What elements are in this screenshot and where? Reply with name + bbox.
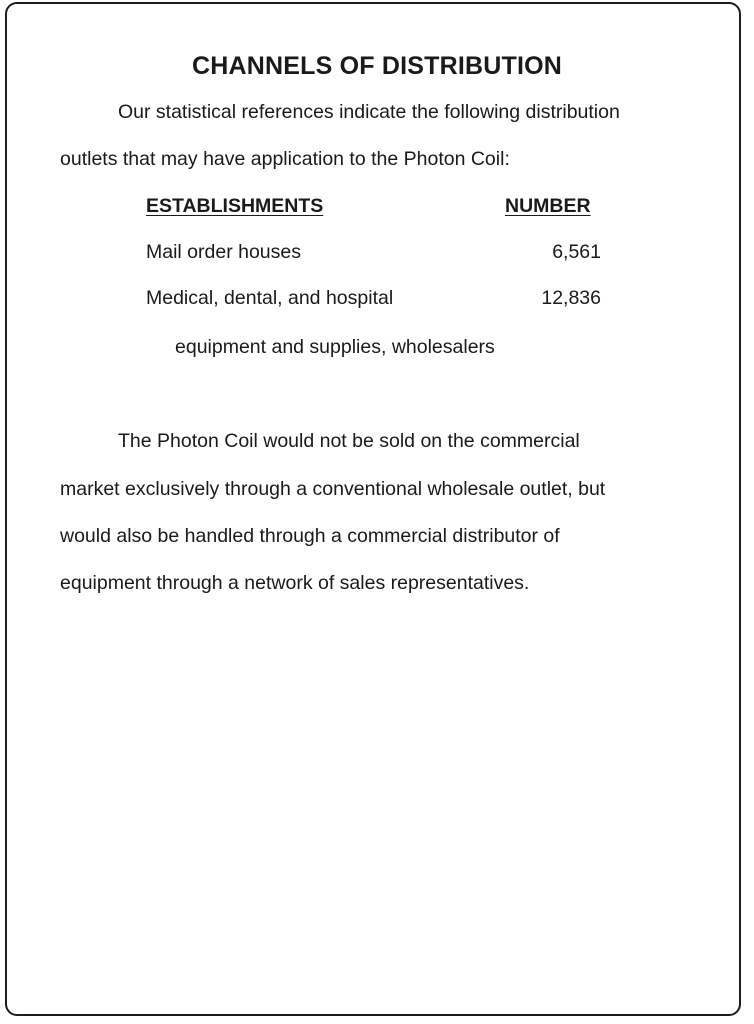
- column-header-establishments: ESTABLISHMENTS: [146, 195, 324, 217]
- closing-line-1: The Photon Coil would not be sold on the commercial: [118, 430, 580, 452]
- intro-line-2: outlets that may have application to the Photon Coil:: [60, 148, 510, 170]
- establishment-number: 12,836: [541, 287, 601, 309]
- establishment-name: Mail order houses: [146, 241, 301, 263]
- column-header-number: NUMBER: [505, 195, 591, 217]
- establishment-name: Medical, dental, and hospital: [146, 287, 394, 309]
- closing-line-4: equipment through a network of sales representatives.: [60, 572, 530, 594]
- establishment-name-continuation: equipment and supplies, wholesalers: [175, 336, 495, 358]
- intro-line-1: Our statistical references indicate the following distribution: [118, 101, 620, 123]
- establishment-number: 6,561: [552, 241, 601, 263]
- page-title: CHANNELS OF DISTRIBUTION: [191, 52, 563, 80]
- closing-line-2: market exclusively through a conventional wholesale outlet, but: [60, 478, 606, 500]
- closing-line-3: would also be handled through a commercial distributor of: [60, 525, 560, 547]
